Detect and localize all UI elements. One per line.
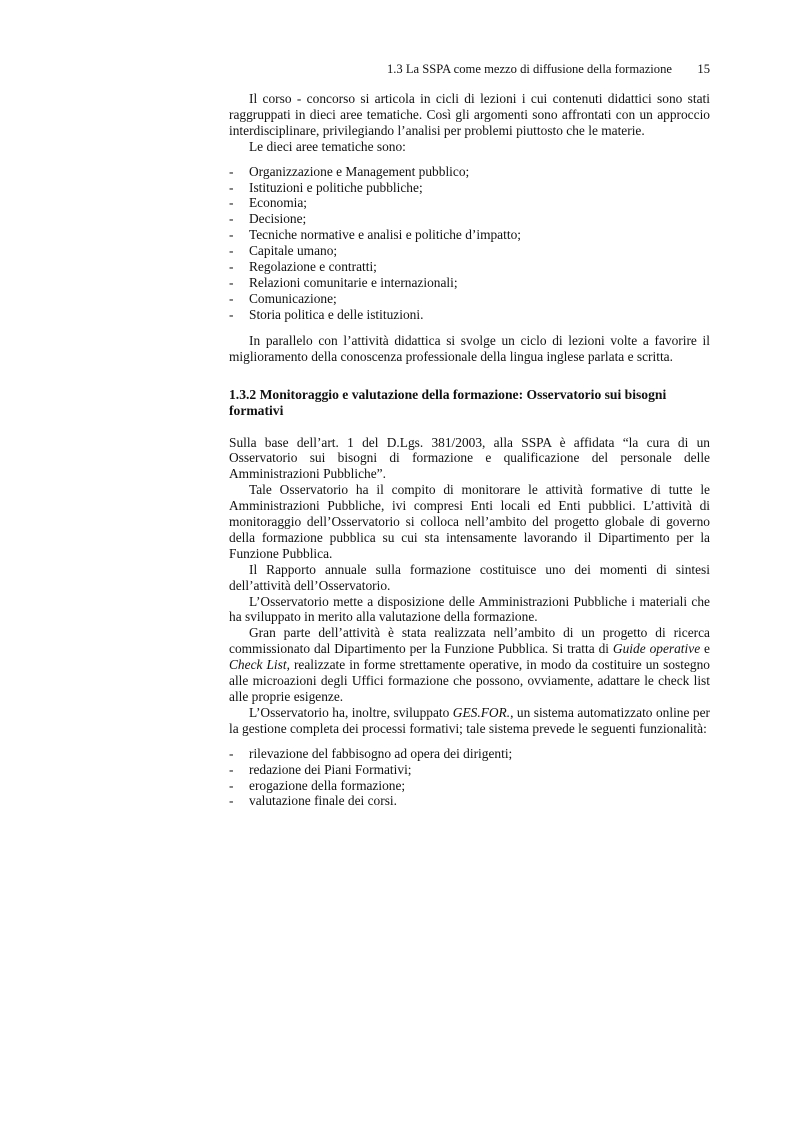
bullet-dash: - [229,243,234,259]
section-paragraph-2: Tale Osservatorio ha il compito di monitorare le attività formative di tutte le Amministrazioni Pubbliche, ivi compresi Enti locali ed Enti pubblici. L’attività di monitoraggio dell’Osservatorio si colloca nell’ambito del progetto globale di governo della formazione pubblica su cui sta intensamente lavorando il Dipartimento per la Funzione Pubblica. [229,482,710,561]
thematic-areas-list [229,164,710,323]
bullet-dash: - [229,211,234,227]
list-item: - Organizzazione e Management pubblico; [229,163,470,179]
areas-intro: Le dieci aree tematiche sono: [249,138,406,154]
section-heading: 1.3.2 Monitoraggio e valutazione della formazione: Osservatorio sui bisogni formativi [229,386,667,418]
emphasis-gesfor: GES.FOR. [452,704,511,720]
list-item: - Capitale umano; [229,243,338,259]
section-paragraph-1: Sulla base dell’art. 1 del D.Lgs. 381/2003, alla SSPA è affidata “la cura di un Osservatorio sui bisogni di formazione e qualificazione del personale delle Amministrazioni Pubbliche”. [229,434,710,482]
list-item: - Storia politica e delle istituzioni. [229,306,424,322]
emphasis-check-list: Check List [229,657,287,673]
list-item: - Comunicazione; [229,290,337,306]
bullet-dash: - [229,227,234,243]
bullet-dash: - [229,777,234,793]
bullet-dash: - [229,761,234,777]
list-item: - redazione dei Piani Formativi; [229,761,412,777]
section-paragraph-3: Il Rapporto annuale sulla formazione costituisce uno dei momenti di sintesi dell’attività dell’Osservatorio. [229,561,710,593]
bullet-dash: - [229,274,234,290]
bullet-dash: - [229,745,234,761]
section-paragraph-5: Gran parte dell’attività è stata realizzata nell’ambito di un progetto di ricerca commissionato dal Dipartimento per la Funzione Pubblica. Si tratta di Guide operative e Check List, realizzate in forme strettamente operative, in modo da costituire un sostegno alle microazioni degli Uffici formazione che possono, ovviamente, adattare le check list alle proprie esigenze. [229,625,711,704]
list-item: - Decisione; [229,211,307,227]
list-item: - Regolazione e contratti; [229,259,377,275]
list-item: - valutazione finale dei corsi. [229,793,397,809]
bullet-dash: - [229,306,234,322]
intro-paragraph: Il corso - concorso si articola in cicli di lezioni i cui contenuti didattici sono stati raggruppati in dieci aree tematiche. Così gli argomenti sono affrontati con un approccio interdisciplinare, privilegiando l’analisi per problemi piuttosto che le materie. [229,91,710,138]
english-paragraph: In parallelo con l’attività didattica si svolge un ciclo di lezioni volte a favorire il miglioramento della conoscenza professionale della lingua inglese parlata e scritta. [229,332,710,364]
list-item: - erogazione della formazione; [229,777,406,793]
list-item: - Istituzioni e politiche pubbliche; [229,179,423,195]
section-paragraph-6: L’Osservatorio ha, inoltre, sviluppato GES.FOR., un sistema automatizzato online per la gestione completa dei processi formativi; tale sistema prevede le seguenti funzionalità: [229,704,710,736]
page-body [229,91,710,809]
bullet-dash: - [229,259,234,275]
list-item: - Economia; [229,195,308,211]
page-number: 15 [697,62,710,76]
list-item: - Tecniche normative e analisi e politiche d’impatto; [229,227,521,243]
section-paragraph-4: L’Osservatorio mette a disposizione delle Amministrazioni Pubbliche i materiali che ha sviluppato in merito alla valutazione della formazione. [229,593,710,625]
list-item: - rilevazione del fabbisogno ad opera dei dirigenti; [229,745,513,761]
list-item: - Relazioni comunitarie e internazionali; [229,274,458,290]
bullet-dash: - [229,793,234,809]
running-title: 1.3 La SSPA come mezzo di diffusione della formazione [386,62,672,76]
bullet-dash: - [229,195,234,211]
functions-list [229,746,710,810]
running-header [229,62,710,78]
bullet-dash: - [229,179,234,195]
bullet-dash: - [229,163,234,179]
emphasis-guide-operative: Guide operative [612,641,701,657]
bullet-dash: - [229,290,234,306]
